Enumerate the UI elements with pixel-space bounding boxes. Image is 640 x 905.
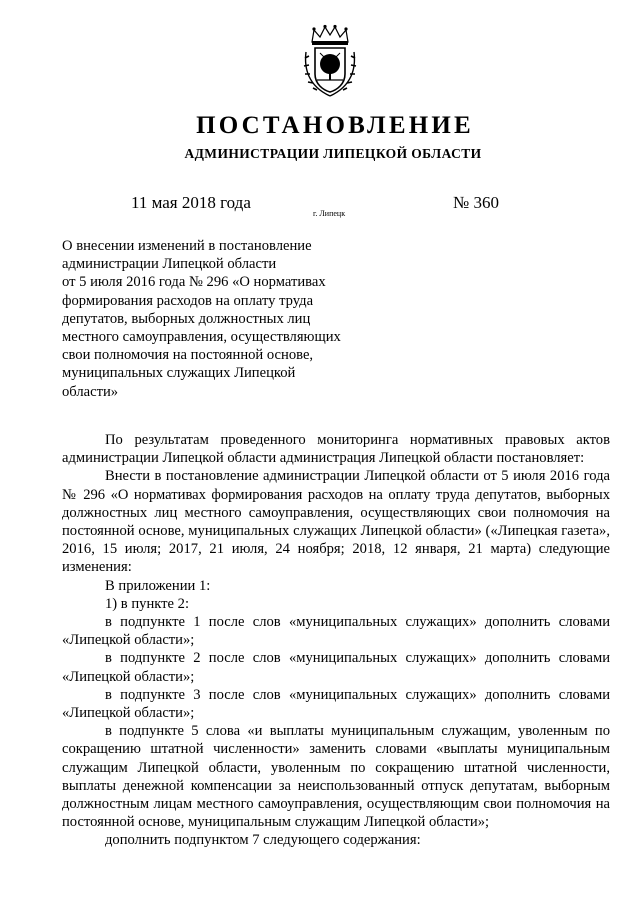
document-title: ПОСТАНОВЛЕНИЕ	[196, 112, 474, 139]
body-paragraph: в подпункте 5 слова «и выплаты муниципальным служащим, уволенным по сокращению штатной численности» заменить словами «выплаты муниципальным служащим Липецкой области, уволенным по сокращению штатной численности, выплаты денежной компенсации за неиспользованный отпуск депутатам, выборным должностным лицам местного самоуправления, осуществляющим свои полномочия на постоянной основе, муниципальным служащим Липецкой области»;	[62, 723, 610, 831]
body-paragraph: в подпункте 1 после слов «муниципальных служащих» дополнить словами «Липецкой области»;	[62, 614, 610, 649]
document-place: г. Липецк	[313, 209, 346, 218]
document-body	[62, 431, 610, 850]
subject-line: О внесении изменений в постановление	[62, 238, 312, 254]
body-paragraph: 1) в пункте 2:	[105, 595, 190, 612]
body-paragraph: Внести в постановление администрации Липецкой области от 5 июля 2016 года № 296 «О нормативах формирования расходов на оплату труда депутатов, выборных должностных лиц местного самоуправления, осуществляющих свои полномочия на постоянной основе, муниципальных служащих Липецкой области» («Липецкая газета», 2016, 15 июля; 2017, 21 июля, 24 ноября; 2018, 12 января, 21 марта) следующие изменения:	[62, 468, 610, 576]
body-paragraph: в подпункте 3 после слов «муниципальных служащих» дополнить словами «Липецкой области»;	[62, 686, 610, 722]
subject-line: муниципальных служащих Липецкой	[62, 365, 296, 382]
body-paragraph: дополнить подпунктом 7 следующего содержания:	[105, 832, 421, 849]
coat-of-arms-emblem	[302, 24, 358, 100]
subject-line: местного самоуправления, осуществляющих	[62, 329, 341, 346]
subject-line: депутатов, выборных должностных лиц	[62, 310, 311, 327]
document-date: 11 мая 2018 года	[131, 193, 251, 212]
subject-line: от 5 июля 2016 года № 296 «О нормативах	[62, 274, 326, 291]
body-paragraph: По результатам проведенного мониторинга нормативных правовых актов администрации Липецкой области администрация Липецкой области постановляет:	[62, 432, 610, 467]
body-paragraph: в подпункте 2 после слов «муниципальных служащих» дополнить словами «Липецкой области»;	[62, 650, 610, 685]
document-subject	[62, 237, 382, 401]
document-issuer: АДМИНИСТРАЦИИ ЛИПЕЦКОЙ ОБЛАСТИ	[184, 146, 482, 161]
body-paragraph: В приложении 1:	[105, 577, 211, 594]
subject-line: области»	[62, 383, 119, 400]
document-number: № 360	[453, 193, 499, 212]
subject-line: формирования расходов на оплату труда	[62, 292, 314, 309]
subject-line: свои полномочия на постоянной основе,	[62, 347, 314, 364]
subject-line: администрации Липецкой области	[62, 256, 277, 273]
